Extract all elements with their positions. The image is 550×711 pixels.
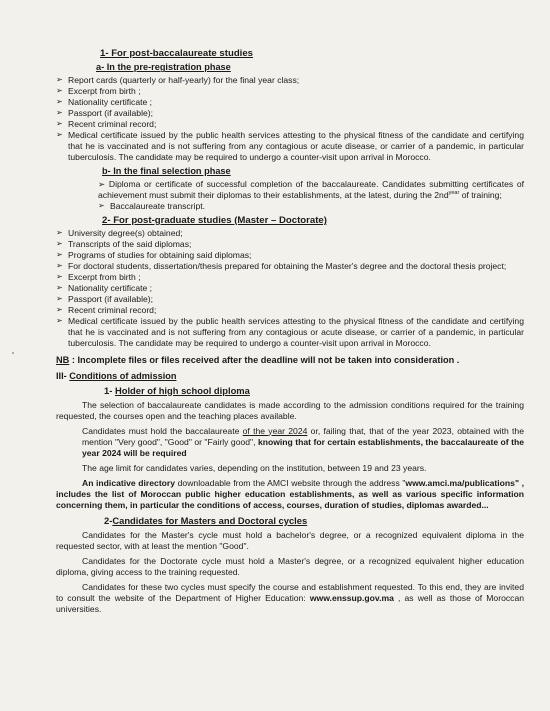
- final-selection-list: [98, 201, 524, 212]
- baccalaureate-year-paragraph: [82, 426, 524, 459]
- list-item: ➢ Nationality certificate ;: [56, 283, 524, 294]
- list-item: ➢ Recent criminal record;: [56, 305, 524, 316]
- selection-paragraph: The selection of baccalaureate candidates is made according to the admission conditions required for the training requested, the courses open and the teaching places available.: [56, 399, 524, 421]
- doctorate-paragraph: Candidates for the Doctorate cycle must hold a Master's degree, or a recognized equivalent higher education diploma, giving access to the training requested.: [56, 555, 524, 577]
- subsection-2-number: 2-: [104, 514, 113, 526]
- section-1-title: 1- For post-baccalaureate studies: [100, 48, 254, 59]
- pre-registration-list: [56, 75, 524, 163]
- scan-speck: [12, 352, 14, 354]
- nb-label: NB: [56, 355, 70, 366]
- diploma-text-end: of training;: [459, 189, 502, 200]
- section-3-number: III-: [56, 370, 70, 381]
- list-item: ➢ Passport (if available);: [56, 108, 524, 119]
- directory-paragraph: [56, 478, 524, 511]
- text-span: " , includes the list of Moroccan public higher education establishments, as well as various specific information concerning them, in particular the conditions of access, courses, duration of studies, diplomas awarded...: [56, 477, 524, 510]
- list-item: ➢ Excerpt from birth ;: [56, 86, 524, 97]
- bold-requirement: knowing that for certain establishments, the baccalaureate of the year 2024 will be required: [82, 436, 525, 458]
- text-span: Candidates for these two cycles must specify the course and establishment requested. To this end, they are invited to consult the website of the Department of Higher Education:: [56, 581, 524, 603]
- diploma-text: Diploma or certificate of successful completion of the baccalaureate. Candidates submitting certificates of achievement must submit their diplomas to their establishments, at the latest, during the 2nd: [98, 178, 524, 200]
- list-item: ➢ Report cards (quarterly or half-yearly) for the final year class;: [56, 75, 524, 86]
- masters-paragraph: Candidates for the Master's cycle must hold a bachelor's degree, or a recognized equivalent diploma in the requested sector, with at least the mention "Good".: [56, 529, 524, 551]
- directory-label: An indicative directory: [82, 477, 176, 488]
- list-item: ➢ Passport (if available);: [56, 294, 524, 305]
- list-item: ➢ Recent criminal record;: [56, 119, 524, 130]
- year-superscript: year: [448, 189, 460, 196]
- subsection-1-text: Holder of high school diploma: [114, 384, 250, 396]
- text-span: downloadable from the AMCI website through the address ": [175, 477, 406, 488]
- year-underlined: of the year 2024: [242, 425, 308, 436]
- subsection-1-title: [104, 385, 524, 397]
- nb-text: : Incomplete files or files received after the deadline will not be taken into consideration .: [69, 355, 460, 366]
- text-span: Candidates must hold the baccalaureate: [82, 425, 243, 436]
- section-3-title: [56, 371, 524, 383]
- course-paragraph: [56, 582, 524, 615]
- text-span: or, failing that, that of the year 2023, obtained with the mention "Very good", "Good" or "Fairly good",: [82, 425, 524, 447]
- text-span: , as well as those of Moroccan universities.: [56, 592, 525, 614]
- final-selection-item-1: [98, 179, 524, 201]
- subsection-2-text: Candidates for Masters and Doctoral cycles: [112, 514, 308, 526]
- section-2-title: 2- For post-graduate studies (Master – Doctorate): [102, 214, 327, 226]
- list-item: ➢ Excerpt from birth ;: [56, 272, 524, 283]
- enssup-link[interactable]: www.enssup.gov.ma: [309, 592, 394, 603]
- list-item: ➢ For doctoral students, dissertation/thesis prepared for obtaining the Master's degree and the doctoral thesis project;: [56, 261, 524, 272]
- list-item: ➢ Medical certificate issued by the public health services attesting to the physical fitness of the candidate and certifying that he is vaccinated and is not suffering from any contagious or acute disease, or carrier of a pandemic, in particular tuberculosis. The candidate may be required to undergo a counter-visit upon arrival in Morocco.: [56, 316, 524, 349]
- subsection-1-number: 1-: [104, 384, 115, 396]
- subsection-2-title: [104, 515, 524, 527]
- section-3-text: Conditions of admission: [69, 370, 177, 381]
- list-item: ➢ Programs of studies for obtaining said diplomas;: [56, 250, 524, 261]
- list-item: ➢ Nationality certificate ;: [56, 97, 524, 108]
- arrow-icon: ➢: [98, 178, 106, 189]
- section-1a-title: a- In the pre-registration phase: [96, 62, 231, 73]
- list-item: ➢ Medical certificate issued by the public health services attesting to the physical fitness of the candidate and certifying that he is vaccinated and is not suffering from any contagious or acute disease, or carrier of a pandemic, in particular tuberculosis. The candidate may be required to undergo a counter-visit upon arrival in Morocco.: [56, 130, 524, 163]
- section-1b-title: b- In the final selection phase: [102, 166, 231, 177]
- list-item: ➢ University degree(s) obtained;: [56, 228, 524, 239]
- amci-link[interactable]: www.amci.ma/publications: [405, 477, 515, 488]
- list-item: ➢ Baccalaureate transcript.: [98, 201, 524, 212]
- deadline-note: [56, 355, 524, 367]
- post-graduate-list: [56, 228, 524, 349]
- age-limit-paragraph: The age limit for candidates varies, depending on the institution, between 19 and 23 years.: [82, 462, 427, 473]
- list-item: ➢ Transcripts of the said diplomas;: [56, 239, 524, 250]
